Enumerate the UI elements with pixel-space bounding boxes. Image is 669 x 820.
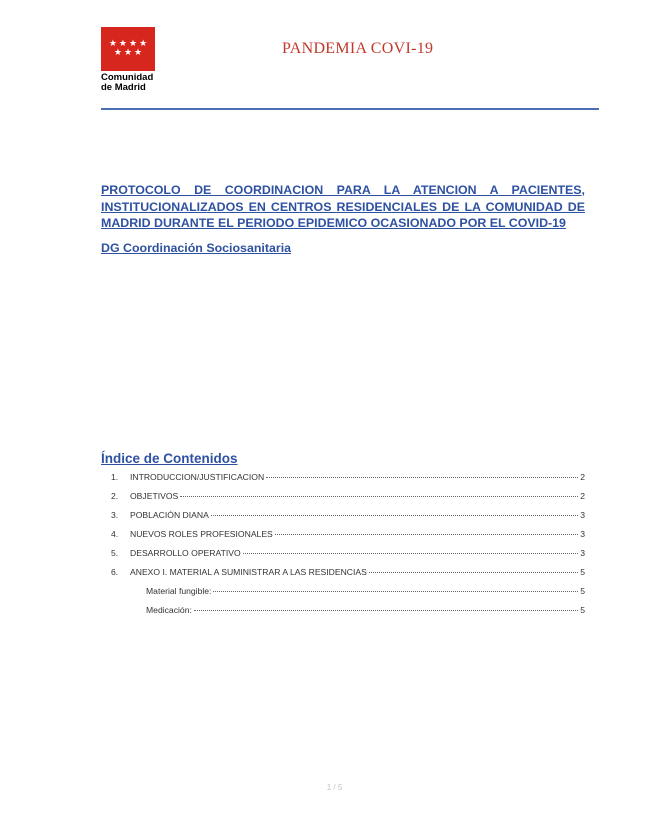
document-subtitle: DG Coordinación Sociosanitaria — [101, 241, 292, 255]
star-icon: ★ — [129, 39, 138, 49]
toc-subentry[interactable] — [101, 586, 585, 605]
toc-entry-page: 2 — [580, 472, 585, 482]
star-icon: ★ — [134, 48, 143, 58]
toc-entry-label: INTRODUCCION/JUSTIFICACION — [130, 472, 265, 482]
toc-leader-dots — [275, 534, 578, 535]
toc-entry-label: ANEXO I. MATERIAL A SUMINISTRAR A LAS RESIDENCIAS — [130, 567, 367, 577]
star-icon: ★ — [113, 48, 122, 58]
toc-leader-dots — [266, 477, 578, 478]
toc-leader-dots — [243, 553, 579, 554]
toc-entry-number: 6. — [111, 567, 119, 577]
toc-entry[interactable] — [101, 548, 585, 567]
toc-entry-page: 3 — [580, 510, 585, 520]
toc-leader-dots — [180, 496, 578, 497]
document-title: PROTOCOLO DE COORDINACION PARA LA ATENCION A PACIENTES, INSTITUCIONALIZADOS EN CENTROS RESIDENCIALES DE LA COMUNIDAD DE MADRID DURANTE EL PERIODO EPIDEMICO OCASIONADO POR EL COVID-19 — [101, 183, 585, 230]
toc-entry-label: Material fungible: — [146, 586, 212, 596]
toc-entry-label: POBLACIÓN DIANA — [130, 510, 209, 520]
toc-entry-page: 5 — [580, 605, 585, 615]
toc-entry-page: 5 — [580, 586, 585, 596]
toc-heading: Índice de Contenidos — [101, 451, 238, 466]
toc-entry-page: 5 — [580, 567, 585, 577]
toc-entry-label: Medicación: — [146, 605, 192, 615]
page-indicator: 1 / 5 — [326, 783, 343, 792]
toc-leader-dots — [211, 515, 578, 516]
header-divider — [101, 108, 599, 110]
toc-entry-number: 2. — [111, 491, 119, 501]
toc-entry-label: OBJETIVOS — [130, 491, 179, 501]
star-icon: ★ — [118, 39, 127, 49]
toc-entry[interactable] — [101, 529, 585, 548]
logo-text — [101, 73, 161, 93]
toc-entry-label: NUEVOS ROLES PROFESIONALES — [130, 529, 273, 539]
star-icon: ★ — [123, 48, 133, 58]
toc-entry-page: 3 — [580, 548, 585, 558]
logo-line-2: de Madrid — [101, 82, 146, 93]
toc-entry[interactable] — [101, 510, 585, 529]
logo-stars-bottom — [114, 49, 142, 58]
toc-entry-number: 4. — [111, 529, 119, 539]
toc-leader-dots — [369, 572, 578, 573]
toc-entry[interactable] — [101, 491, 585, 510]
logo-line-1: Comunidad — [101, 72, 154, 83]
toc-subentry[interactable] — [101, 605, 585, 624]
star-icon: ★ — [108, 39, 117, 49]
toc-leader-dots — [213, 591, 578, 592]
toc-entry-label: DESARROLLO OPERATIVO — [130, 548, 241, 558]
toc-entry[interactable] — [101, 567, 585, 586]
toc-entry-number: 1. — [111, 472, 119, 482]
star-icon: ★ — [139, 39, 148, 49]
comunidad-madrid-logo — [101, 27, 161, 93]
toc-entry[interactable] — [101, 472, 585, 491]
toc-entry-page: 2 — [580, 491, 585, 501]
header-title: PANDEMIA COVI-19 — [282, 40, 434, 57]
logo-flag — [101, 27, 155, 71]
toc-entry-number: 3. — [111, 510, 119, 520]
table-of-contents — [101, 472, 585, 624]
toc-entry-number: 5. — [111, 548, 119, 558]
toc-entry-page: 3 — [580, 529, 585, 539]
toc-leader-dots — [194, 610, 578, 611]
